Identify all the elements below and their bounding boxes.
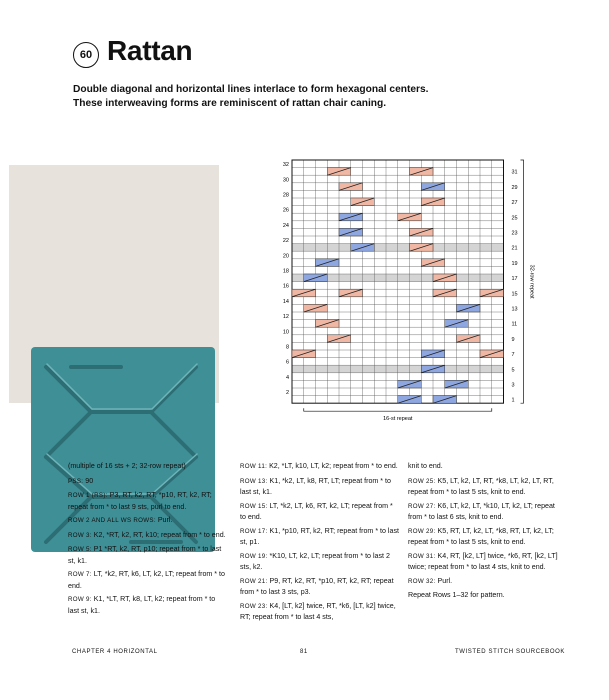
chart-row-label: 11 — [511, 321, 518, 328]
row-label: ROW 13: — [240, 477, 268, 485]
row-label: ROW 15: — [240, 502, 268, 510]
row-label: ROW 31: — [408, 552, 436, 560]
instruction-entry — [408, 476, 568, 498]
chart-row-label: 6 — [285, 359, 289, 366]
row-text: Purl. — [155, 516, 173, 524]
row-text: 90 — [83, 476, 94, 485]
row-repeat-label: 32-row repeat — [528, 264, 535, 299]
footer-chapter: CHAPTER 4 HORIZONTAL — [72, 649, 158, 655]
row-label: ROW 11: — [240, 463, 268, 470]
instruction-entry — [240, 601, 400, 623]
row-text: K1, *k2, LT, k8, RT, LT; repeat from * to last st, k1. — [240, 476, 391, 496]
chart-row-label: 3 — [511, 382, 515, 389]
row-text: K5, LT, k2, LT, RT, *k8, LT, k2, LT, RT, repeat from * to last 5 sts, knit to end. — [408, 476, 554, 496]
chart-row-label: 22 — [282, 238, 289, 245]
chart-row-label: 28 — [282, 192, 289, 199]
intro-paragraph — [73, 83, 543, 111]
instruction-entry — [240, 461, 400, 473]
chart-row-label: 13 — [511, 306, 518, 313]
footer-page-number: 81 — [300, 649, 308, 655]
instruction-entry — [408, 576, 568, 588]
row-text: Repeat Rows 1–32 for pattern. — [408, 591, 505, 599]
footer-book-title: TWISTED STITCH SOURCEBOOK — [455, 649, 566, 655]
chart-row-label: 5 — [511, 367, 515, 374]
row-text: LT, *k2, LT, k6, RT, k2, LT; repeat from * to end. — [240, 501, 393, 521]
row-text: (multiple of 16 sts + 2; 32-row repeat) — [68, 462, 186, 470]
row-text: K2, *LT, k10, LT, k2; repeat from * to end. — [267, 462, 398, 470]
chart-row-label: 2 — [285, 390, 289, 397]
instruction-entry — [68, 594, 228, 616]
chart-row-label: 27 — [511, 200, 518, 207]
row-label: ROW 7: — [68, 571, 92, 578]
instruction-entry — [240, 526, 400, 548]
stitch-repeat-label: 16-st repeat — [383, 416, 413, 423]
row-label: ROW 23: — [240, 602, 268, 610]
row-text: knit to end. — [408, 462, 443, 470]
chart-row-label: 31 — [511, 169, 518, 176]
row-text: K5, RT, LT, k2, LT, *k8, RT, LT, k2, LT; repeat from * to last 5 sts, knit to end. — [408, 526, 554, 546]
row-text: P3, RT, k2, RT, *p10, RT, k2, RT; repeat from * to last 9 sts, purl to end. — [68, 491, 212, 511]
intro-line: Double diagonal and horizontal lines interlace to form hexagonal centers. — [73, 84, 429, 95]
page-title: Rattan — [107, 35, 193, 66]
instructions-column-3 — [408, 461, 568, 605]
row-text: P1 *RT, k2, RT, p10; repeat from * to last st, k1. — [68, 545, 222, 565]
row-label: ROW 25: — [408, 477, 436, 485]
chart-row-label: 7 — [511, 352, 515, 359]
row-label: ROW 3: — [68, 531, 92, 539]
stitch-repeat-bracket — [304, 408, 492, 411]
row-label: ROW 21: — [240, 577, 268, 585]
stitch-chart — [276, 158, 541, 428]
row-repeat-bracket — [521, 160, 524, 403]
chart-row-label: 29 — [511, 184, 518, 191]
row-text: K1, *LT, RT, k8, LT, k2; repeat from * to last st, k1. — [68, 595, 216, 615]
instruction-entry — [408, 461, 568, 473]
instructions-column-1 — [68, 461, 228, 619]
row-text: K6, LT, k2, LT, *k10, LT, k2, LT; repeat from * to last 6 sts, knit to end. — [408, 501, 555, 521]
instruction-entry — [408, 501, 568, 523]
instruction-entry — [68, 569, 228, 591]
chart-row-label: 12 — [282, 314, 289, 321]
instructions-column-2 — [240, 461, 400, 626]
instruction-entry — [408, 551, 568, 573]
row-text: LT, *k2, RT, k6, LT, k2, LT; repeat from * to end. — [68, 570, 225, 590]
row-label: ROW 27: — [408, 502, 436, 510]
chart-row-label: 1 — [511, 397, 515, 404]
chart-row-label: 23 — [511, 230, 518, 237]
swatch-photo — [9, 165, 219, 403]
row-text: K1, *p10, RT, k2, RT; repeat from * to last st, p1. — [240, 526, 399, 546]
intro-line: These interweaving forms are reminiscent of rattan chair caning. — [73, 98, 387, 109]
pattern-number-badge: 60 — [73, 42, 99, 68]
instruction-entry — [68, 515, 228, 527]
instruction-entry — [68, 490, 228, 512]
row-text: P9, RT, k2, RT, *p10, RT, k2, RT; repeat from * to last 3 sts, p3. — [240, 576, 394, 596]
instruction-entry — [408, 590, 568, 602]
row-text: K2, *RT, k2, RT, k10; repeat from * to end. — [91, 530, 226, 539]
chart-row-label: 30 — [282, 177, 289, 184]
chart-row-label: 8 — [285, 344, 289, 351]
instruction-entry — [68, 544, 228, 566]
row-label: ROW 19: — [240, 552, 268, 560]
row-text: *K10, LT, k2, LT; repeat from * to last 2 sts, k2. — [240, 551, 390, 571]
row-label: ROW 32: — [408, 577, 436, 585]
chart-row-label: 20 — [282, 253, 289, 260]
instruction-entry — [68, 476, 228, 488]
chart-row-label: 25 — [511, 215, 518, 222]
chart-row-label: 26 — [282, 207, 289, 214]
instruction-entry — [240, 501, 400, 523]
row-text: K4, [LT, k2] twice, RT, *k6, [LT, k2] twice, RT; repeat from * to last 4 sts, — [240, 601, 396, 621]
instruction-entry — [408, 526, 568, 548]
row-text: K4, RT, [k2, LT] twice, *k6, RT, [k2, LT] twice; repeat from * to last 4 sts, knit to end. — [408, 551, 558, 571]
instruction-entry — [68, 530, 228, 542]
chart-row-label: 14 — [282, 298, 289, 305]
row-text: Purl. — [435, 576, 453, 585]
chart-row-label: 24 — [282, 222, 289, 229]
chart-row-label: 4 — [285, 374, 289, 381]
chart-row-label: 10 — [282, 329, 289, 336]
row-label: ROW 17: — [240, 527, 268, 535]
chart-row-label: 19 — [511, 260, 518, 267]
row-label: PSS: — [68, 477, 84, 485]
row-label: ROW 29: — [408, 527, 436, 535]
chart-row-label: 32 — [282, 162, 289, 169]
chart-row-label: 15 — [511, 291, 518, 298]
row-label: ROW 9: — [68, 596, 92, 603]
instruction-entry — [240, 476, 400, 498]
row-label: ROW 1 (RS): — [68, 492, 108, 499]
chart-row-label: 21 — [511, 245, 518, 252]
instruction-entry — [68, 461, 228, 473]
instruction-entry — [240, 551, 400, 573]
chart-row-label: 17 — [511, 276, 518, 283]
instruction-entry — [240, 576, 400, 598]
row-label: ROW 5: — [68, 546, 92, 553]
chart-row-label: 9 — [511, 336, 515, 343]
row-label: ROW 2 AND ALL WS ROWS: — [68, 517, 156, 524]
chart-row-label: 18 — [282, 268, 289, 275]
chart-row-label: 16 — [282, 283, 289, 290]
